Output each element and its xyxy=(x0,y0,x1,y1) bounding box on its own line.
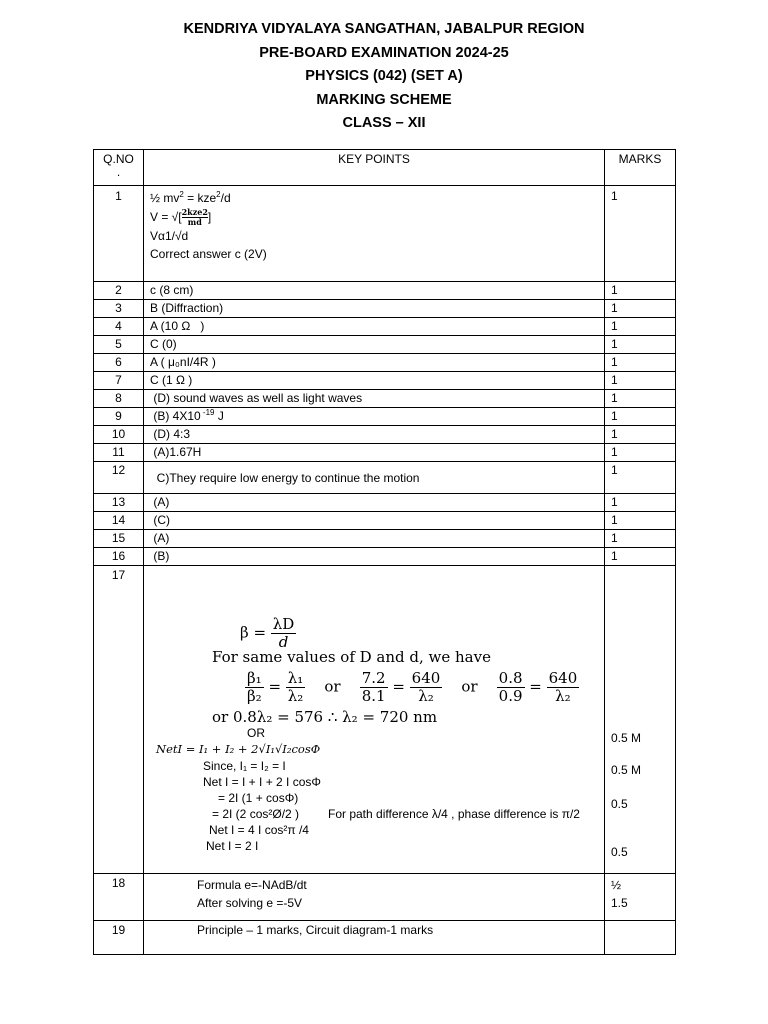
q17-eq2: = 2I (2 cos²Ø/2 ) xyxy=(212,807,300,821)
question-number: 2 xyxy=(94,282,144,300)
marks-value: 1 xyxy=(605,408,676,426)
key-point-unit: J xyxy=(214,409,224,423)
key-point xyxy=(144,282,605,300)
q17-eq1: = 2I (1 + cosΦ) xyxy=(218,791,299,805)
q17-or: or xyxy=(324,677,341,696)
q17-lambda-ratio xyxy=(286,670,306,705)
q17-beta-den: d xyxy=(278,633,289,651)
question-number: 11 xyxy=(94,444,144,462)
q17-mark-2: 0.5 M xyxy=(611,763,642,777)
q17-number: 17 xyxy=(94,566,144,874)
table-row xyxy=(94,336,676,354)
q17-fringe-width-formula xyxy=(240,616,296,651)
q1-marks: 1 xyxy=(605,186,676,282)
key-point-text: (C) xyxy=(150,513,170,527)
q18-marks xyxy=(605,874,676,921)
marks-value: 1 xyxy=(605,300,676,318)
key-point-text: (D) sound waves as well as light waves xyxy=(150,391,363,405)
q1-proportionality: Vα1/√d xyxy=(150,229,189,244)
q17-beta-fraction xyxy=(271,616,297,651)
table-row xyxy=(94,462,676,494)
key-point xyxy=(144,444,605,462)
key-point-text: (B) 4X10 xyxy=(150,409,201,423)
q17-den: 0.9 xyxy=(498,687,523,705)
q17-b1: β₁ xyxy=(247,669,262,687)
header-line-organization: KENDRIYA VIDYALAYA SANGATHAN, JABALPUR REGION xyxy=(183,21,585,37)
key-point-text: C)They require low energy to continue the motion xyxy=(150,471,420,485)
q1-eq-sup: 2 xyxy=(216,190,221,199)
q1-eq-sup: 2 xyxy=(179,190,184,199)
key-point xyxy=(144,512,605,530)
table-row xyxy=(94,318,676,336)
header-line-subject: PHYSICS (042) (SET A) xyxy=(305,68,463,84)
q17-since: Since, I₁ = I₂ = I xyxy=(203,759,286,773)
marks-value: 1 xyxy=(605,548,676,566)
q17-b2: β₂ xyxy=(247,687,262,705)
key-point-text: (B) xyxy=(150,549,170,563)
key-point-text: B (Diffraction) xyxy=(150,301,224,315)
q17-key-points xyxy=(144,566,605,874)
q1-velocity-equation xyxy=(150,207,604,227)
q1-eq-part: /d xyxy=(220,191,231,205)
q17-net4: Net I = 2 I xyxy=(206,839,259,853)
table-row xyxy=(94,426,676,444)
q17-num: 0.8 xyxy=(498,669,523,687)
table-row xyxy=(94,354,676,372)
header-line-exam: PRE-BOARD EXAMINATION 2024-25 xyxy=(259,44,509,61)
q19-marks xyxy=(605,921,676,955)
q1-eq-part: = kze xyxy=(183,191,217,205)
q1-number: 1 xyxy=(94,186,144,282)
q18-formula: Formula e=-NAdB/dt xyxy=(197,878,307,892)
marks-value: 1 xyxy=(605,444,676,462)
q18-number: 18 xyxy=(94,874,144,921)
key-point xyxy=(144,462,605,494)
key-point-text: (A)1.67H xyxy=(150,445,202,459)
q19-number: 19 xyxy=(94,921,144,955)
q1-v-part: V = √[ xyxy=(150,210,182,224)
key-point xyxy=(144,408,605,426)
header-qno-label: Q.NO xyxy=(103,152,134,166)
marks-value: 1 xyxy=(605,512,676,530)
q1-frac-den: md xyxy=(187,217,202,228)
q17-net3: Net I = 4 I cos²π /4 xyxy=(209,823,309,837)
q17-net-intensity-formula: NetI = I₁ + I₂ + 2√I₁√I₂cosΦ xyxy=(156,742,321,756)
table-row xyxy=(94,408,676,426)
question-number: 5 xyxy=(94,336,144,354)
table-header-row xyxy=(94,150,676,186)
key-point-text: (D) 4:3 xyxy=(150,427,191,441)
key-point xyxy=(144,390,605,408)
table-row xyxy=(94,494,676,512)
key-point xyxy=(144,494,605,512)
header-qno-dot: . xyxy=(116,165,121,179)
q17-den: 8.1 xyxy=(361,687,386,705)
key-point-text: (A) xyxy=(150,495,170,509)
q17-same-values-text: For same values of D and d, we have xyxy=(212,648,491,666)
key-point xyxy=(144,530,605,548)
key-point xyxy=(144,318,605,336)
q18-result: After solving e =-5V xyxy=(197,896,303,910)
table-row xyxy=(94,874,676,921)
question-number: 3 xyxy=(94,300,144,318)
table-row xyxy=(94,282,676,300)
marks-value: 1 xyxy=(605,462,676,494)
question-number: 6 xyxy=(94,354,144,372)
document-header xyxy=(0,18,768,136)
q17-value-ratio-1 xyxy=(360,670,388,705)
key-point xyxy=(144,548,605,566)
marks-value: 1 xyxy=(605,390,676,408)
q17-content xyxy=(150,566,604,873)
q17-value-ratio-4 xyxy=(547,670,580,705)
q17-value-ratio-2 xyxy=(410,670,443,705)
q1-v-part: ] xyxy=(207,210,212,224)
q18-key-points xyxy=(144,874,605,921)
q1-frac-num: 2kze2 xyxy=(181,207,208,218)
q17-path-difference: For path difference λ/4 , phase difference is π/2 xyxy=(328,807,580,821)
marks-value: 1 xyxy=(605,426,676,444)
marks-value: 1 xyxy=(605,336,676,354)
q17-marks xyxy=(605,566,676,874)
question-number: 10 xyxy=(94,426,144,444)
question-number: 7 xyxy=(94,372,144,390)
question-number: 15 xyxy=(94,530,144,548)
q17-ratio-equation: $\frac{\text{β₁}}{\text{β₂}}$ = $\frac{\text{λ₁}}{\text{λ₂}}$ or $\frac{7.2}{8.1}$ = $\frac{640}{\text{λ₂}}$ or $\frac{0.8}{0.9}$ = $\frac{640}{\text{λ₂}}$ xyxy=(247,669,578,705)
key-point xyxy=(144,336,605,354)
table-row xyxy=(94,300,676,318)
q17-net2: Net I = I + I + 2 I cosΦ xyxy=(203,775,321,789)
marks-value: 1 xyxy=(605,318,676,336)
question-number: 16 xyxy=(94,548,144,566)
q17-num: 7.2 xyxy=(361,669,386,687)
q19-key-points: Principle – 1 marks, Circuit diagram-1 marks xyxy=(144,921,605,955)
marks-value: 1 xyxy=(605,354,676,372)
table-row xyxy=(94,548,676,566)
q1-energy-equation xyxy=(150,189,604,207)
q1-key-points xyxy=(144,186,605,282)
q17-value-ratio-3 xyxy=(497,670,525,705)
q17-num: 640 xyxy=(411,669,441,687)
key-point xyxy=(144,300,605,318)
q1-fraction xyxy=(182,208,208,227)
q17-or: or xyxy=(461,677,478,696)
key-point-text: C (0) xyxy=(150,337,177,351)
table-row xyxy=(94,566,676,874)
key-point-text: C (1 Ω ) xyxy=(150,373,193,387)
q18-mark-2: 1.5 xyxy=(611,896,628,910)
marking-scheme-table xyxy=(93,149,676,955)
header-line-scheme: MARKING SCHEME xyxy=(316,91,452,108)
question-number: 9 xyxy=(94,408,144,426)
table-row xyxy=(94,530,676,548)
marks-value: 1 xyxy=(605,494,676,512)
q17-l1: λ₁ xyxy=(287,669,304,687)
q17-beta: β = xyxy=(240,623,271,642)
q17-or-label: OR xyxy=(247,726,265,740)
question-number: 12 xyxy=(94,462,144,494)
marks-value: 1 xyxy=(605,530,676,548)
key-point xyxy=(144,354,605,372)
key-point-text: c (8 cm) xyxy=(150,283,194,297)
q17-l2: λ₂ xyxy=(287,687,304,705)
table-row xyxy=(94,390,676,408)
key-point-text: A (10 Ω ) xyxy=(150,319,205,333)
key-point-text: A ( μ₀nI/4R ) xyxy=(150,355,216,369)
q17-den: λ₂ xyxy=(555,687,571,705)
q17-mark-4: 0.5 xyxy=(611,845,628,859)
q17-den: λ₂ xyxy=(418,687,434,705)
q17-mark-1: 0.5 M xyxy=(611,731,642,745)
marks-value: 1 xyxy=(605,282,676,300)
question-number: 13 xyxy=(94,494,144,512)
header-marks: MARKS xyxy=(605,150,676,186)
q1-answer: Correct answer c (2V) xyxy=(150,247,267,262)
key-point xyxy=(144,372,605,390)
q1-eq-part: ½ mv xyxy=(150,191,180,205)
q18-mark-1: ½ xyxy=(611,878,622,892)
table-row xyxy=(94,444,676,462)
q17-beta-num: λD xyxy=(272,615,295,633)
q17-num: 640 xyxy=(548,669,578,687)
key-point-text: (A) xyxy=(150,531,170,545)
header-qno xyxy=(94,150,144,186)
q17-final-result: or 0.8λ₂ = 576 ∴ λ₂ = 720 nm xyxy=(212,708,438,726)
table-row xyxy=(94,372,676,390)
table-row xyxy=(94,921,676,955)
table-row xyxy=(94,186,676,282)
question-number: 14 xyxy=(94,512,144,530)
marks-value: 1 xyxy=(605,372,676,390)
question-number: 4 xyxy=(94,318,144,336)
header-key-points: KEY POINTS xyxy=(144,150,605,186)
q17-beta-ratio xyxy=(245,670,264,705)
key-point xyxy=(144,426,605,444)
key-point-exponent: -19 xyxy=(200,408,215,417)
table-row xyxy=(94,512,676,530)
q17-mark-3: 0.5 xyxy=(611,797,628,811)
question-number: 8 xyxy=(94,390,144,408)
header-line-class: CLASS – XII xyxy=(342,115,426,131)
